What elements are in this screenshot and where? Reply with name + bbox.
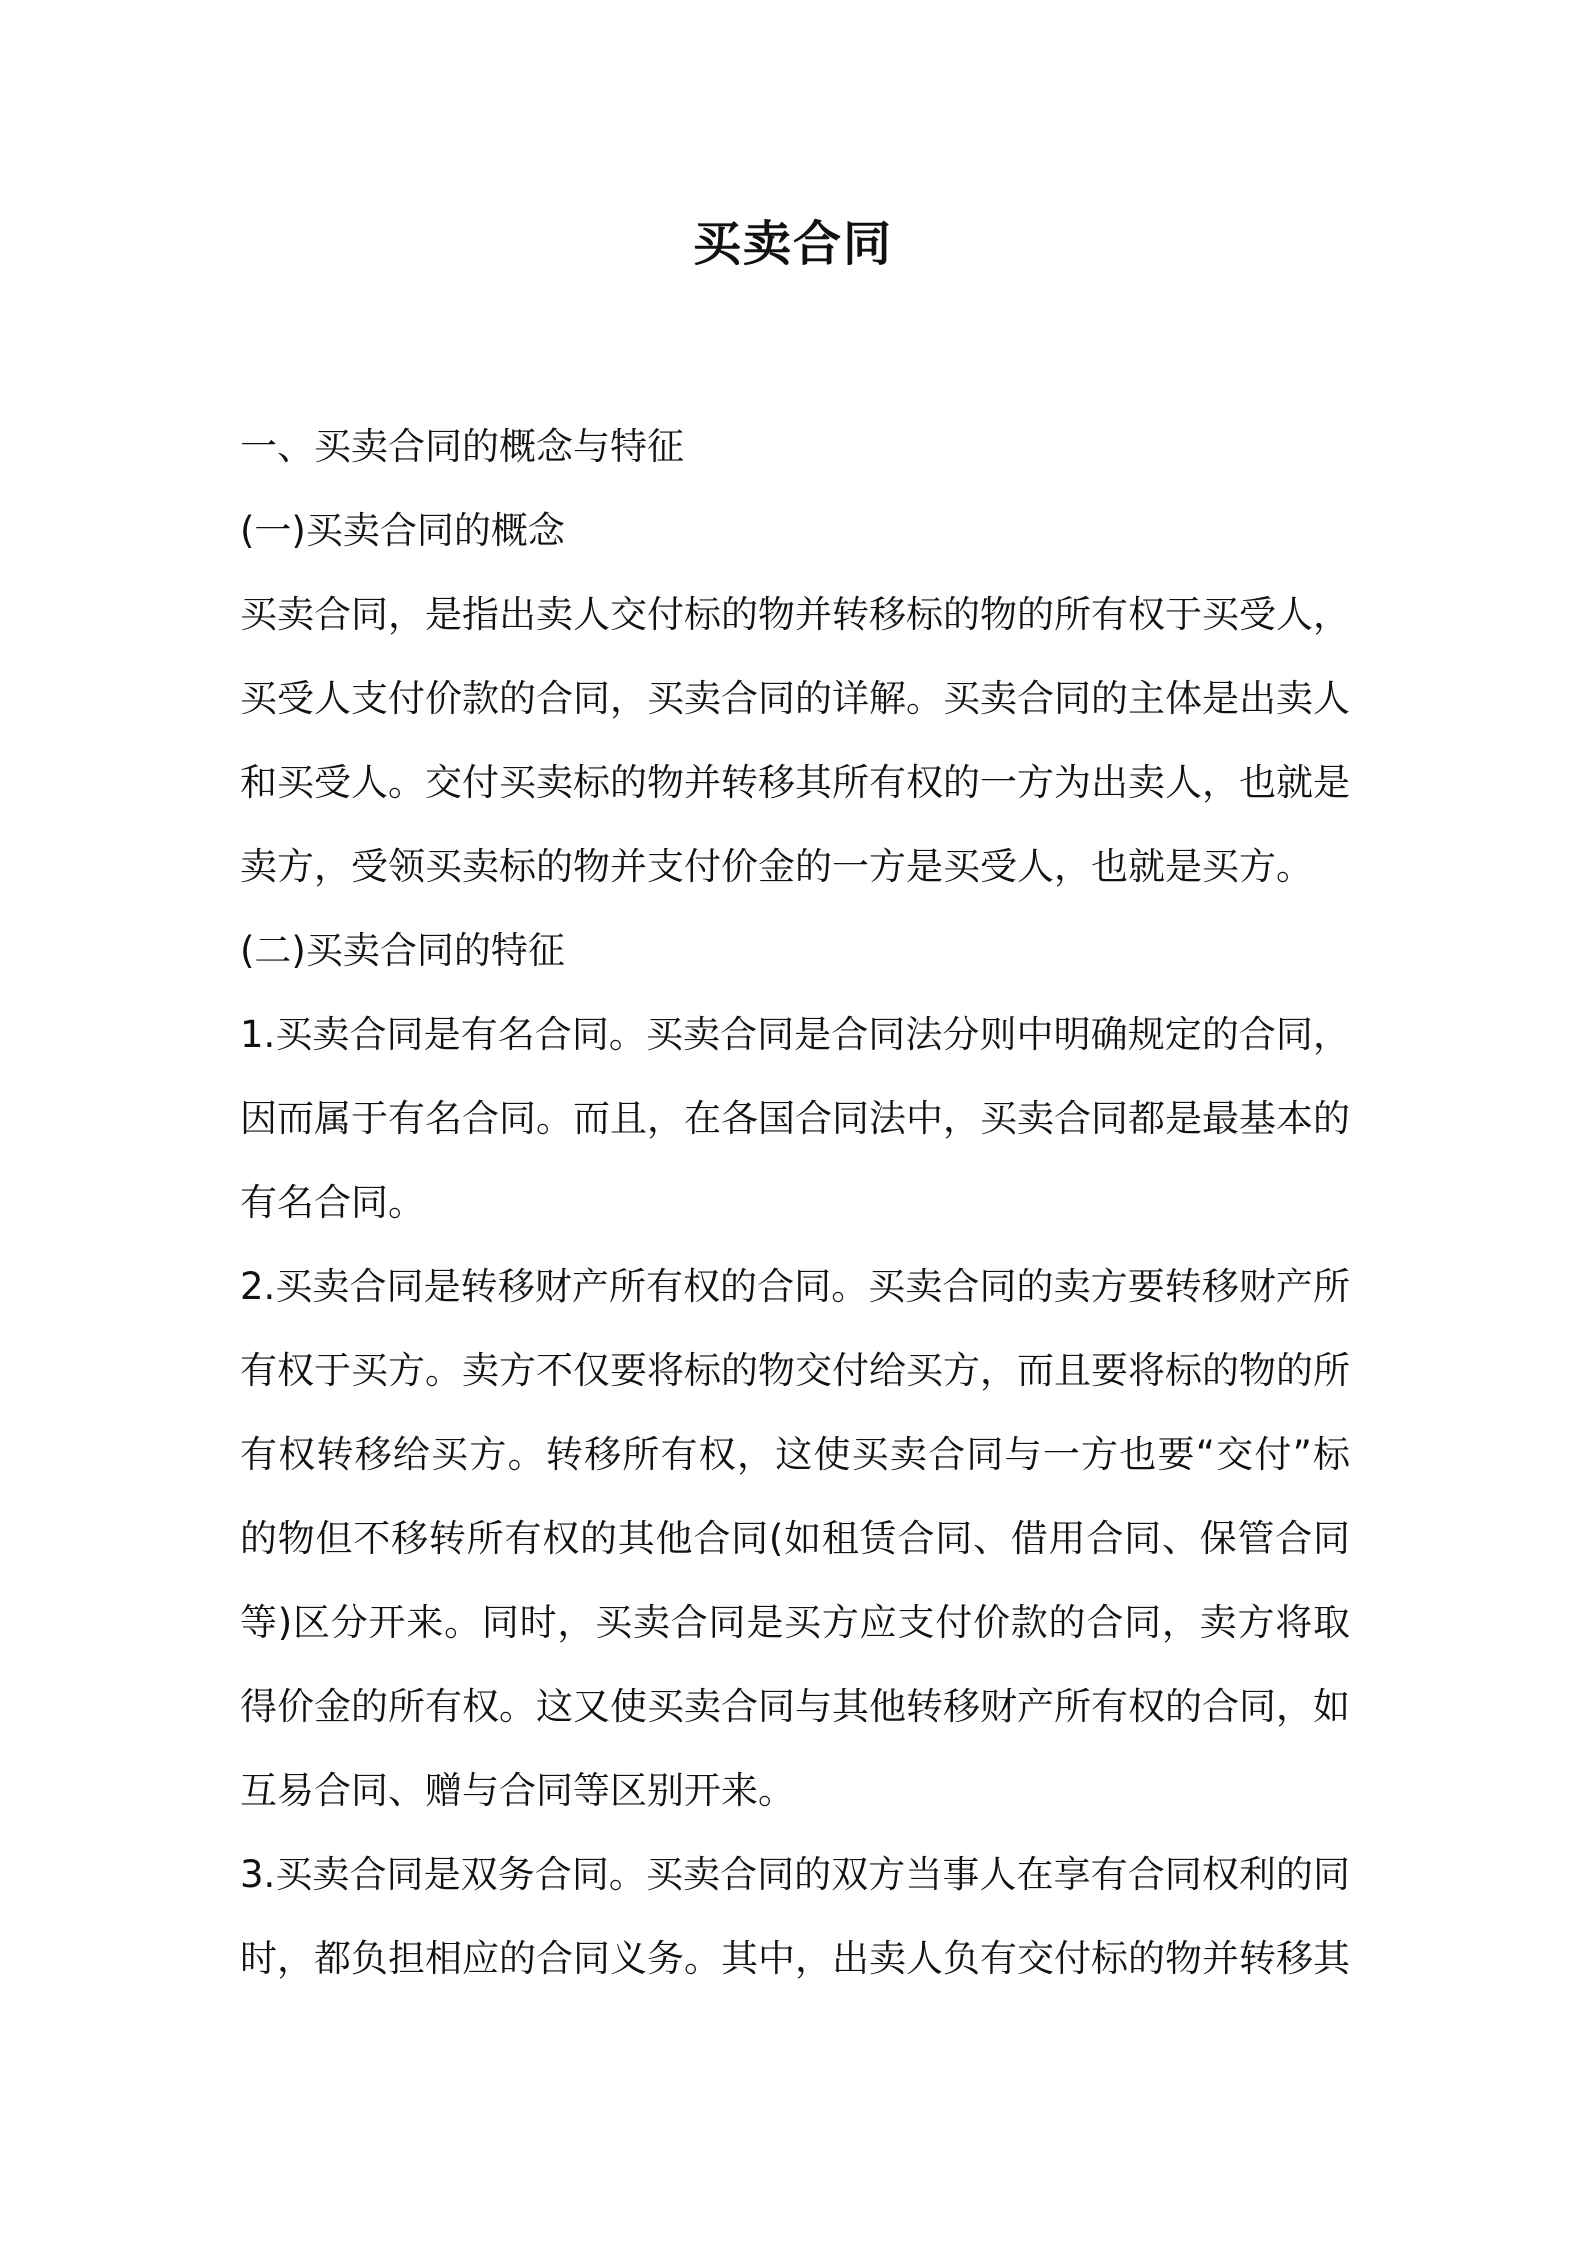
- section-heading: 一、买卖合同的概念与特征: [240, 425, 684, 468]
- document-title: 买卖合同: [692, 216, 893, 272]
- paragraph-line: 因而属于有名合同。而且，在各国合同法中，买卖合同都是最基本的: [240, 1097, 1350, 1140]
- paragraph-line: 1.买卖合同是有名合同。买卖合同是合同法分则中明确规定的合同，: [240, 1013, 1350, 1056]
- paragraph-line: 有权转移给买方。转移所有权，这使买卖合同与一方也要“交付”标: [240, 1433, 1350, 1476]
- paragraph-line: 等)区分开来。同时，买卖合同是买方应支付价款的合同，卖方将取: [240, 1601, 1350, 1644]
- paragraph-line: 2.买卖合同是转移财产所有权的合同。买卖合同的卖方要转移财产所: [240, 1265, 1350, 1308]
- paragraph-line: 得价金的所有权。这又使买卖合同与其他转移财产所有权的合同，如: [240, 1685, 1350, 1728]
- document-body: [240, 405, 1350, 2001]
- paragraph-line: 买受人支付价款的合同，买卖合同的详解。买卖合同的主体是出卖人: [240, 677, 1350, 720]
- paragraph-line: 和买受人。交付买卖标的物并转移其所有权的一方为出卖人，也就是: [240, 761, 1350, 804]
- section-heading: (二)买卖合同的特征: [240, 929, 565, 972]
- paragraph-line: 的物但不移转所有权的其他合同(如租赁合同、借用合同、保管合同: [240, 1517, 1350, 1560]
- paragraph-line: 有权于买方。卖方不仅要将标的物交付给买方，而且要将标的物的所: [240, 1349, 1350, 1392]
- paragraph-line: 卖方，受领买卖标的物并支付价金的一方是买受人，也就是买方。: [240, 845, 1313, 888]
- section-heading: (一)买卖合同的概念: [240, 509, 565, 552]
- paragraph-line: 有名合同。: [240, 1181, 425, 1224]
- paragraph-line: 时，都负担相应的合同义务。其中，出卖人负有交付标的物并转移其: [240, 1937, 1350, 1980]
- paragraph-line: 买卖合同，是指出卖人交付标的物并转移标的物的所有权于买受人，: [240, 593, 1350, 636]
- paragraph-line: 3.买卖合同是双务合同。买卖合同的双方当事人在享有合同权利的同: [240, 1853, 1350, 1896]
- paragraph-line: 互易合同、赠与合同等区别开来。: [240, 1769, 795, 1812]
